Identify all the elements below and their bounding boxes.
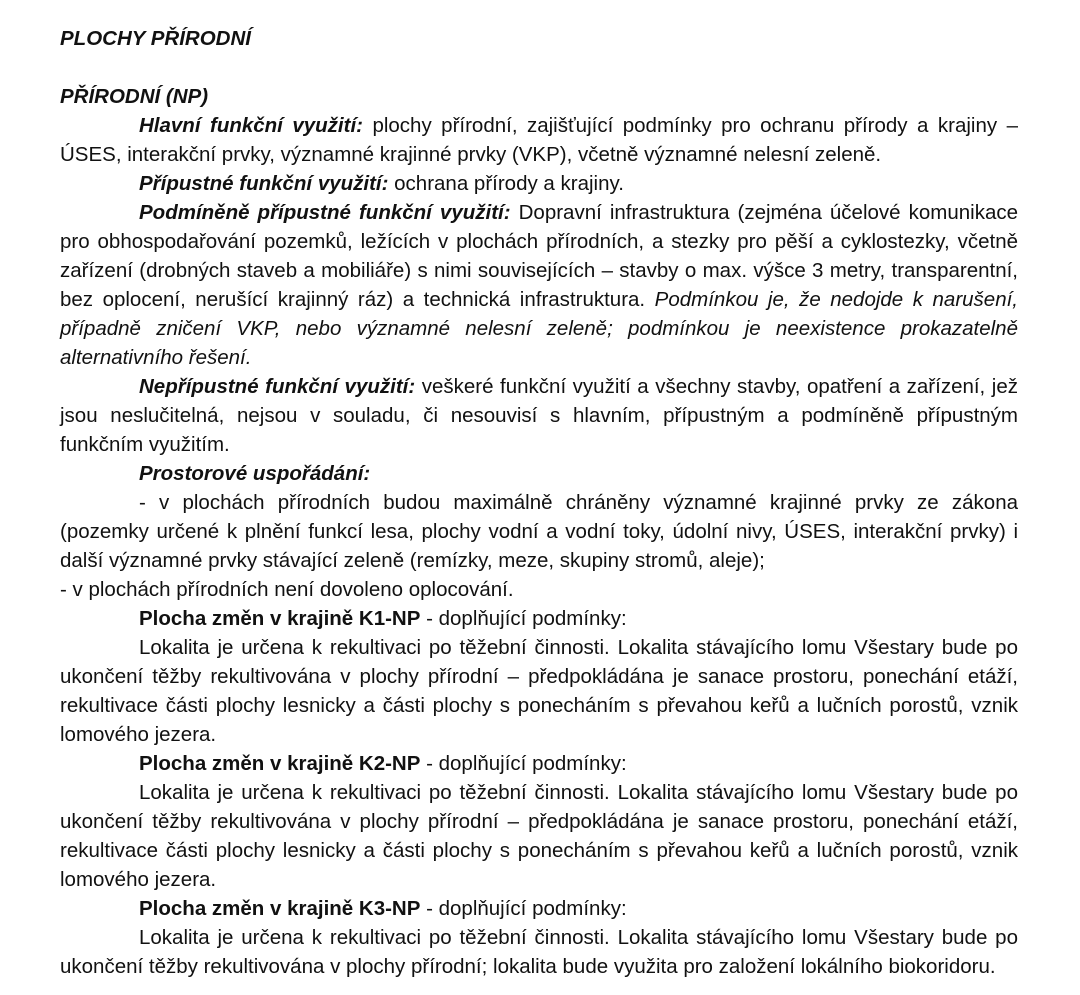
subsection-title: PŘÍRODNÍ (NP) (60, 85, 209, 108)
podminene-label: Podmíněně přípustné funkční využití: (139, 201, 511, 224)
pripustne-text: ochrana přírody a krajiny. (388, 172, 624, 195)
plocha-k2-suffix: - doplňující podmínky: (420, 752, 627, 775)
paragraph-nepripustne (60, 372, 1018, 459)
plocha-k1-heading (60, 604, 1018, 633)
hlavni-text: plochy přírodní, zajišťující podmínky pro ochranu přírody a krajiny – ÚSES, interakční prvky, významné krajinné prvky (VKP), včetně významné nelesní zeleně. (60, 114, 1018, 166)
podminene-condition: Podmínkou je, že nedojde k narušení, případně zničení VKP, nebo významné nelesní zeleně; podmínkou je neexistence prokazatelně alternativního řešení. (60, 288, 1018, 369)
plocha-k3-text: Lokalita je určena k rekultivaci po těžební činnosti. Lokalita stávajícího lomu Všestary bude po ukončení těžby rekultivována v plochy přírodní; lokalita bude využita pro založení lokálního biokoridoru. (60, 926, 1018, 978)
nepripustne-text: veškeré funkční využití a všechny stavby, opatření a zařízení, jež jsou neslučitelná, nejsou v souladu, či nesouvisí s hlavním, přípustným a podmíněně přípustným funkčním využitím. (60, 375, 1018, 456)
paragraph-prostorove (60, 459, 1018, 488)
nepripustne-label: Nepřípustné funkční využití: (139, 375, 416, 398)
section-title: PLOCHY PŘÍRODNÍ (60, 27, 251, 50)
plocha-k1-suffix: - doplňující podmínky: (420, 607, 627, 630)
plocha-k2-heading (60, 749, 1018, 778)
plocha-k2-text: Lokalita je určena k rekultivaci po těžební činnosti. Lokalita stávajícího lomu Všestary bude po ukončení těžby rekultivována v plochy přírodní – předpokládána je sanace prostoru, ponechání etáží, rekultivace části plochy lesnicky a části plochy s ponecháním s převahou keřů a lučních porostů, vznik lomového jezera. (60, 781, 1018, 891)
spacer (60, 53, 1018, 82)
prostorove-label: Prostorové uspořádání: (139, 462, 371, 485)
pripustne-label: Přípustné funkční využití: (139, 172, 389, 195)
prostorove-item-1: - v plochách přírodních budou maximálně chráněny významné krajinné prvky ze zákona (pozemky určené k plnění funkcí lesa, plochy vodní a vodní toky, údolní nivy, ÚSES, interakční prvky) i další významné prvky stávající zeleně (remízky, meze, skupiny stromů, aleje); (60, 491, 1018, 572)
podminene-text: Dopravní infrastruktura (zejména účelové komunikace pro obhospodařování pozemků, ležících v plochách přírodních, a stezky pro pěší a cyklostezky, včetně zařízení (drobných staveb a mobiliáře) s nimi souvisejících – stavby o max. výšce 3 metry, transparentní, bez oplocení, nerušící krajinný ráz) a technická infrastruktura. (60, 201, 1018, 311)
plocha-k2-label: Plocha změn v krajině K2-NP (139, 752, 421, 775)
plocha-k1-label: Plocha změn v krajině K1-NP (139, 607, 421, 630)
paragraph-podminene (60, 198, 1018, 372)
plocha-k3-suffix: - doplňující podmínky: (420, 897, 627, 920)
document-body (60, 24, 1018, 981)
paragraph-hlavni (60, 111, 1018, 169)
plocha-k1-text: Lokalita je určena k rekultivaci po těžební činnosti. Lokalita stávajícího lomu Všestary bude po ukončení těžby rekultivována v plochy přírodní – předpokládána je sanace prostoru, ponechání etáží, rekultivace části plochy lesnicky a části plochy s ponecháním s převahou keřů a lučních porostů, vznik lomového jezera. (60, 636, 1018, 746)
plocha-k3-label: Plocha změn v krajině K3-NP (139, 897, 421, 920)
hlavni-label: Hlavní funkční využití: (139, 114, 363, 137)
paragraph-pripustne (60, 169, 1018, 198)
plocha-k3-heading (60, 894, 1018, 923)
prostorove-item-2: - v plochách přírodních není dovoleno oplocování. (60, 578, 514, 601)
